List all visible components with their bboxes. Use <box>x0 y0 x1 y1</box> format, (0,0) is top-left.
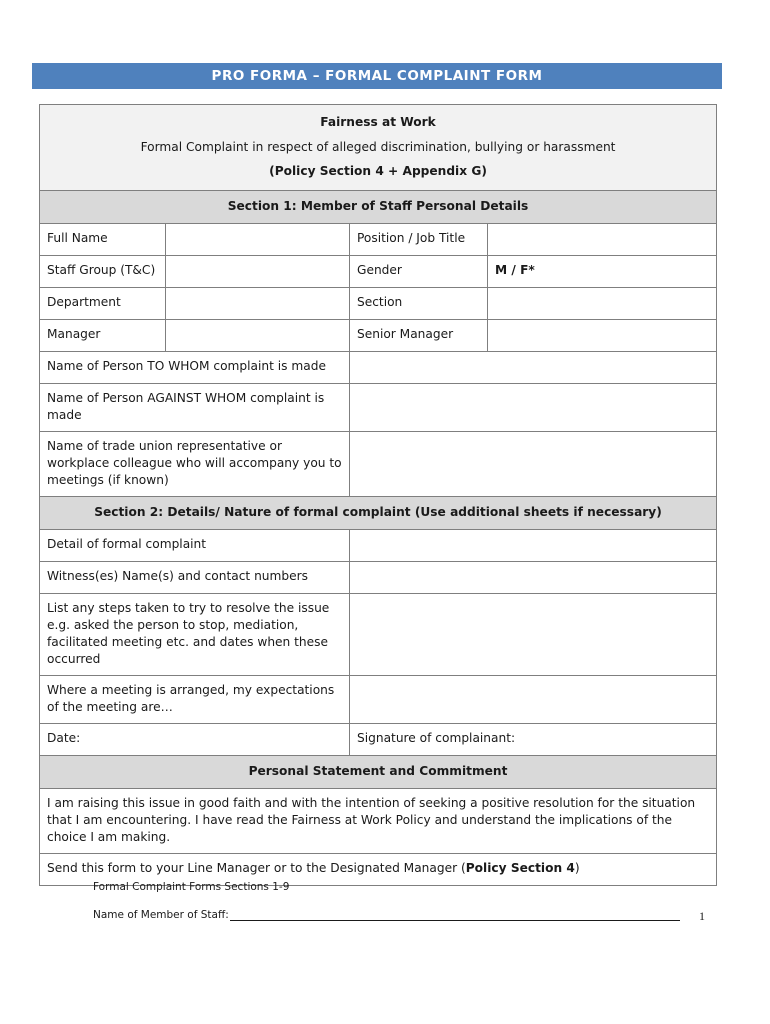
header-line-3: (Policy Section 4 + Appendix G) <box>269 164 487 178</box>
section-1-heading: Section 1: Member of Staff Personal Details <box>40 191 717 224</box>
position-label: Position / Job Title <box>350 224 488 256</box>
policy-section-reference: Policy Section 4 <box>465 861 575 875</box>
steps-label: List any steps taken to try to resolve the issue e.g. asked the person to stop, mediation, facilitated meeting etc. and dates when these occurred <box>40 594 350 676</box>
statement-text: I am raising this issue in good faith and with the intention of seeking a positive resolution for the situation that I am encountering. I have read the Fairness at Work Policy and understand the implications of the choice I am making. <box>40 789 717 854</box>
complaint-form-table <box>39 104 717 886</box>
header-line-1: Fairness at Work <box>320 115 436 129</box>
gender-label: Gender <box>350 256 488 288</box>
to-whom-field[interactable] <box>350 352 717 384</box>
date-field[interactable]: Date: <box>40 724 350 756</box>
form-header <box>40 105 717 191</box>
senior-manager-label: Senior Manager <box>350 320 488 352</box>
detail-field[interactable] <box>350 530 717 562</box>
section-2-heading: Section 2: Details/ Nature of formal complaint (Use additional sheets if necessary) <box>40 497 717 530</box>
witnesses-label: Witness(es) Name(s) and contact numbers <box>40 562 350 594</box>
union-rep-field[interactable] <box>350 432 717 497</box>
send-instruction-prefix: Send this form to your Line Manager or to the Designated Manager ( <box>47 861 466 875</box>
section-label: Section <box>350 288 488 320</box>
staff-group-field[interactable] <box>166 256 350 288</box>
gender-field[interactable]: M / F* <box>488 256 717 288</box>
footer-sections: Formal Complaint Forms Sections 1-9 <box>93 881 290 893</box>
union-rep-label: Name of trade union representative or workplace colleague who will accompany you to meetings (if known) <box>40 432 350 497</box>
manager-field[interactable] <box>166 320 350 352</box>
department-label: Department <box>40 288 166 320</box>
to-whom-label: Name of Person TO WHOM complaint is made <box>40 352 350 384</box>
full-name-field[interactable] <box>166 224 350 256</box>
against-whom-label: Name of Person AGAINST WHOM complaint is made <box>40 384 350 432</box>
send-instruction-suffix: ) <box>574 861 580 875</box>
member-name-line[interactable] <box>230 908 680 921</box>
header-line-2: Formal Complaint in respect of alleged discrimination, bullying or harassment <box>140 140 616 154</box>
section-field[interactable] <box>488 288 717 320</box>
statement-heading: Personal Statement and Commitment <box>40 756 717 789</box>
full-name-label: Full Name <box>40 224 166 256</box>
member-name-label: Name of Member of Staff: <box>93 909 229 921</box>
department-field[interactable] <box>166 288 350 320</box>
signature-field[interactable]: Signature of complainant: <box>350 724 717 756</box>
staff-group-label: Staff Group (T&C) <box>40 256 166 288</box>
manager-label: Manager <box>40 320 166 352</box>
against-whom-field[interactable] <box>350 384 717 432</box>
witnesses-field[interactable] <box>350 562 717 594</box>
senior-manager-field[interactable] <box>488 320 717 352</box>
position-field[interactable] <box>488 224 717 256</box>
steps-field[interactable] <box>350 594 717 676</box>
expectations-label: Where a meeting is arranged, my expectations of the meeting are… <box>40 676 350 724</box>
form-title: PRO FORMA – FORMAL COMPLAINT FORM <box>32 63 722 89</box>
footer-member-name <box>93 908 680 921</box>
page-number: 1 <box>699 909 705 923</box>
expectations-field[interactable] <box>350 676 717 724</box>
detail-label: Detail of formal complaint <box>40 530 350 562</box>
